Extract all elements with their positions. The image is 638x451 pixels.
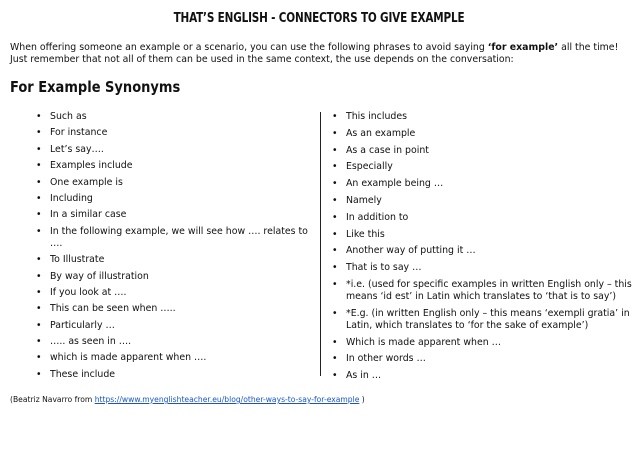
list-item-text: Namely <box>346 194 382 206</box>
list-item <box>332 279 632 303</box>
bullet-icon: • <box>36 336 42 348</box>
list-item-text: Another way of putting it … <box>346 245 476 257</box>
bullet-icon: • <box>36 225 42 237</box>
intro-text-before: When offering someone an example or a scenario, you can use the following phrases to avoid saying <box>10 42 488 53</box>
section-heading: For Example Synonyms <box>10 78 181 96</box>
list-item <box>36 160 316 172</box>
list-item <box>36 303 316 315</box>
credit-line <box>10 395 365 405</box>
list-item-text: ….. as seen in …. <box>50 336 132 348</box>
list-item <box>36 369 316 381</box>
list-item <box>332 128 632 140</box>
list-item <box>36 111 316 123</box>
bullet-icon: • <box>332 336 338 348</box>
bullet-icon: • <box>332 307 338 319</box>
column-divider <box>320 112 321 376</box>
list-item <box>36 177 316 189</box>
list-item <box>332 245 632 257</box>
bullet-icon: • <box>36 254 42 266</box>
credit-suffix: ) <box>359 395 365 404</box>
credit-link[interactable]: https://www.myenglishteacher.eu/blog/other-ways-to-say-for-example <box>94 395 360 404</box>
list-item <box>332 212 632 224</box>
list-item <box>332 337 632 349</box>
list-item-text: Such as <box>50 111 87 122</box>
bullet-icon: • <box>36 319 42 331</box>
list-item <box>36 226 316 250</box>
bullet-icon: • <box>36 143 42 155</box>
list-item <box>36 193 316 205</box>
list-item-text: In other words … <box>346 353 426 365</box>
list-item-text: As in … <box>346 370 382 382</box>
bullet-icon: • <box>36 286 42 298</box>
list-item-text: In the following example, we will see how …. relates to …. <box>50 225 308 249</box>
list-item <box>332 145 632 157</box>
bullet-icon: • <box>36 192 42 204</box>
bullet-icon: • <box>36 270 42 282</box>
bullet-icon: • <box>36 127 42 139</box>
left-synonym-list <box>36 111 316 385</box>
list-item <box>36 271 316 283</box>
right-synonym-list <box>332 111 632 387</box>
bullet-icon: • <box>332 161 338 173</box>
list-item-text: That is to say … <box>346 262 422 274</box>
list-item-text: which is made apparent when …. <box>50 352 207 364</box>
bullet-icon: • <box>332 144 338 156</box>
list-item <box>332 370 632 382</box>
list-item-text: Examples include <box>50 160 133 172</box>
list-item-text: Especially <box>346 161 393 173</box>
bullet-icon: • <box>332 178 338 190</box>
list-item-text: Like this <box>346 228 385 240</box>
bullet-icon: • <box>36 160 42 172</box>
list-item-text: By way of illustration <box>50 270 149 282</box>
bullet-icon: • <box>36 303 42 315</box>
list-item <box>332 195 632 207</box>
list-item <box>36 254 316 266</box>
list-item-text: This includes <box>346 111 407 122</box>
list-item <box>332 161 632 173</box>
list-item-text: As a case in point <box>346 144 429 156</box>
list-item-text: As an example <box>346 127 416 139</box>
bullet-icon: • <box>332 278 338 290</box>
list-item-text: Which is made apparent when … <box>346 336 502 348</box>
list-item <box>332 308 632 332</box>
list-item <box>332 178 632 190</box>
list-item-text: If you look at …. <box>50 286 127 298</box>
intro-text-after: all the time! Just remember that not all of them can be used in the same context, the use depends on the conversation: <box>10 42 619 65</box>
list-item-text: In a similar case <box>50 209 127 221</box>
intro-emphasis: ‘for example’ <box>487 42 559 53</box>
list-item-text: *E.g. (in written English only – this means ‘exempli gratia’ in Latin, which translates to ‘for the sake of example’) <box>346 307 630 331</box>
list-item <box>332 229 632 241</box>
list-item <box>332 353 632 365</box>
bullet-icon: • <box>332 370 338 382</box>
list-item <box>36 144 316 156</box>
list-item-text: To Illustrate <box>50 254 105 266</box>
bullet-icon: • <box>332 111 338 122</box>
list-item <box>36 209 316 221</box>
bullet-icon: • <box>332 245 338 257</box>
bullet-icon: • <box>36 176 42 188</box>
list-item <box>36 352 316 364</box>
bullet-icon: • <box>36 111 42 122</box>
list-item-text: One example is <box>50 176 123 188</box>
list-item <box>36 320 316 332</box>
list-item-text: These include <box>50 368 116 380</box>
list-item <box>332 262 632 274</box>
credit-prefix: (Beatriz Navarro from <box>10 395 95 404</box>
list-item-text: *i.e. (used for specific examples in written English only – this means ‘id est’ in Latin which translates to ‘that is to say’) <box>346 278 632 302</box>
page-title: THAT’S ENGLISH - CONNECTORS TO GIVE EXAMPLE <box>173 10 465 26</box>
bullet-icon: • <box>332 353 338 365</box>
list-item <box>36 127 316 139</box>
bullet-icon: • <box>36 368 42 380</box>
bullet-icon: • <box>332 262 338 274</box>
bullet-icon: • <box>332 228 338 240</box>
list-item-text: Particularly … <box>50 319 115 331</box>
list-item-text: Including <box>50 192 93 204</box>
bullet-icon: • <box>36 352 42 364</box>
bullet-icon: • <box>332 127 338 139</box>
list-item-text: An example being … <box>346 178 444 190</box>
list-item-text: This can be seen when ….. <box>50 303 176 315</box>
bullet-icon: • <box>332 211 338 223</box>
list-item-text: For instance <box>50 127 108 139</box>
bullet-icon: • <box>332 194 338 206</box>
list-item-text: Let’s say…. <box>50 143 104 155</box>
intro-paragraph <box>10 42 635 66</box>
list-item <box>36 287 316 299</box>
bullet-icon: • <box>36 209 42 221</box>
list-item <box>36 336 316 348</box>
list-item <box>332 111 632 123</box>
list-item-text: In addition to <box>346 211 409 223</box>
